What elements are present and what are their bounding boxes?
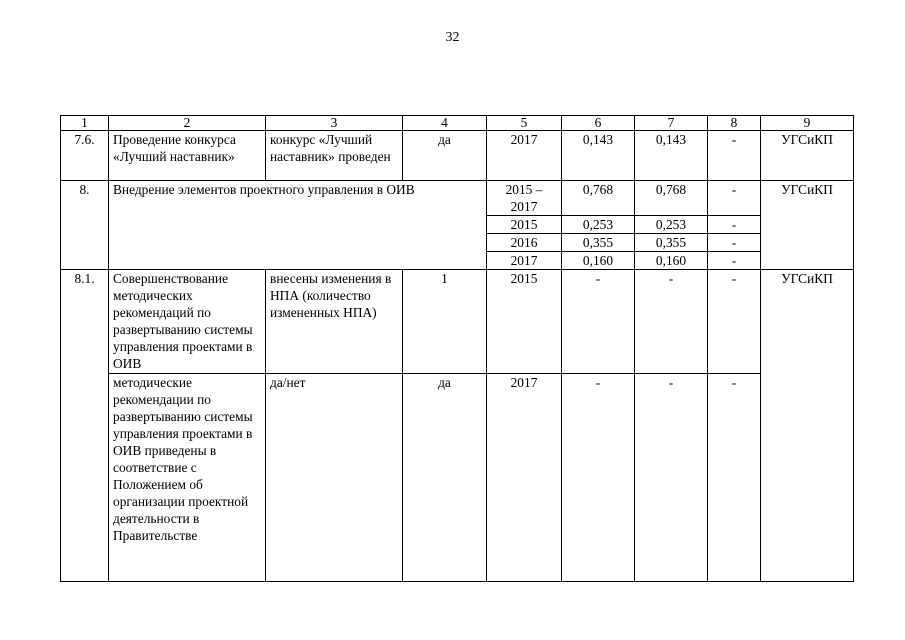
value-col7: 0,143: [635, 131, 708, 181]
value-col6: 0,355: [562, 234, 635, 252]
header-cell-1: 1: [61, 116, 109, 131]
value-col6: 0,768: [562, 181, 635, 216]
value-col6: -: [562, 270, 635, 374]
year: 2017: [487, 252, 562, 270]
executor: УГСиКП: [761, 270, 854, 582]
value-col7: -: [635, 374, 708, 582]
value-col7: 0,253: [635, 216, 708, 234]
measure-name: методические рекомендации по развертыванию системы управления проектами в ОИВ приведены в соответствие с Положением об организации проектной деятельности в Правительстве: [109, 374, 266, 582]
value-col7: 0,160: [635, 252, 708, 270]
indicator: конкурс «Лучший наставник» проведен: [266, 131, 403, 181]
table-row: [61, 270, 854, 374]
year: 2016: [487, 234, 562, 252]
year: 2015: [487, 216, 562, 234]
executor: УГСиКП: [761, 131, 854, 181]
indicator-value: да: [403, 131, 487, 181]
value-col8: -: [708, 131, 761, 181]
header-cell-3: 3: [266, 116, 403, 131]
indicator: да/нет: [266, 374, 403, 582]
executor: УГСиКП: [761, 181, 854, 270]
measure-name: Проведение конкурса «Лучший наставник»: [109, 131, 266, 181]
row-number: 8.1.: [61, 270, 109, 582]
year: 2015: [487, 270, 562, 374]
header-cell-2: 2: [109, 116, 266, 131]
value-col8: -: [708, 252, 761, 270]
page-number: 32: [445, 30, 460, 45]
year: 2015 – 2017: [487, 181, 562, 216]
indicator-value: 1: [403, 270, 487, 374]
plan-table: [60, 115, 854, 582]
year: 2017: [487, 374, 562, 582]
header-cell-5: 5: [487, 116, 562, 131]
measure-name: Совершенствование методических рекомендаций по развертыванию системы управления проектами в ОИВ: [109, 270, 266, 374]
value-col8: -: [708, 216, 761, 234]
table-row: [61, 181, 854, 216]
measure-name: Внедрение элементов проектного управления в ОИВ: [109, 181, 487, 270]
header-cell-8: 8: [708, 116, 761, 131]
header-cell-9: 9: [761, 116, 854, 131]
indicator-value: да: [403, 374, 487, 582]
value-col7: -: [635, 270, 708, 374]
row-number: 7.6.: [61, 131, 109, 181]
indicator: внесены изменения в НПА (количество измененных НПА): [266, 270, 403, 374]
value-col7: 0,355: [635, 234, 708, 252]
header-row: [61, 116, 854, 131]
value-col7: 0,768: [635, 181, 708, 216]
header-cell-6: 6: [562, 116, 635, 131]
value-col6: -: [562, 374, 635, 582]
header-cell-4: 4: [403, 116, 487, 131]
value-col8: -: [708, 374, 761, 582]
value-col6: 0,160: [562, 252, 635, 270]
table-row: [61, 374, 854, 582]
table-row: [61, 131, 854, 181]
value-col8: -: [708, 270, 761, 374]
value-col8: -: [708, 181, 761, 216]
row-number: 8.: [61, 181, 109, 270]
value-col8: -: [708, 234, 761, 252]
value-col6: 0,253: [562, 216, 635, 234]
year: 2017: [487, 131, 562, 181]
header-cell-7: 7: [635, 116, 708, 131]
value-col6: 0,143: [562, 131, 635, 181]
